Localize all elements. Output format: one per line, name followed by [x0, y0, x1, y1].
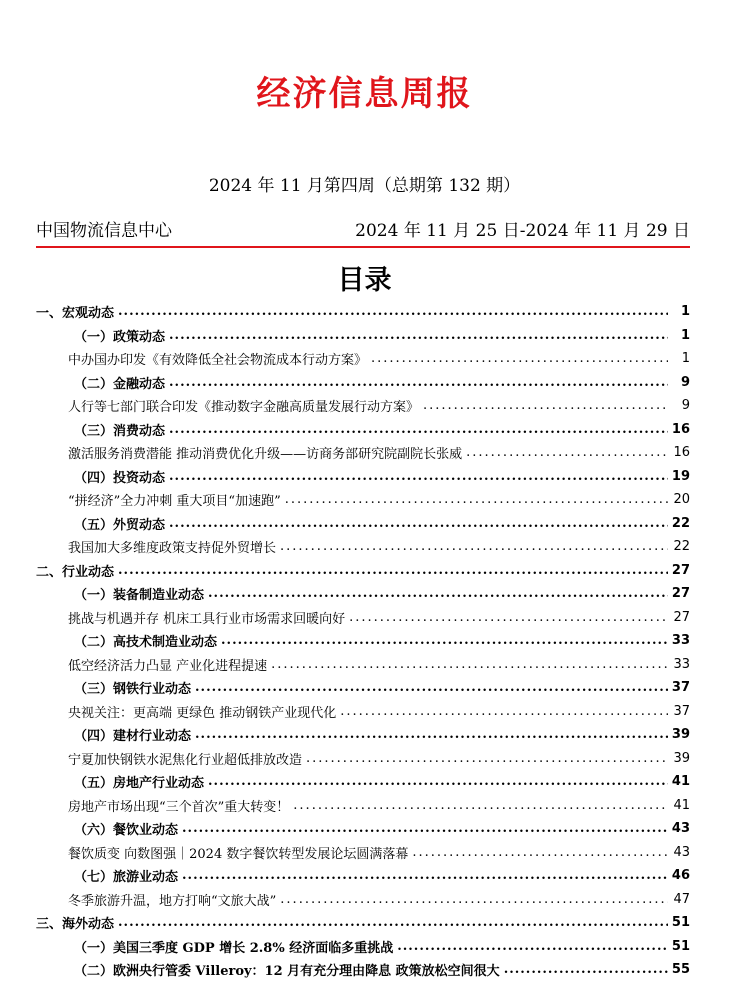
publisher: 中国物流信息中心: [36, 221, 172, 241]
leader-dots: [280, 539, 668, 554]
date-range: 2024 年 11 月 25 日-2024 年 11 月 29 日: [355, 221, 690, 241]
toc-article[interactable]: [36, 700, 690, 724]
toc-entry-title: 房地产市场出现“三个首次”重大转变！: [68, 799, 290, 815]
toc-subsection[interactable]: [36, 864, 690, 888]
toc-article[interactable]: [36, 653, 690, 677]
leader-dots: [371, 351, 668, 366]
toc-page-number: 41: [671, 774, 690, 790]
toc-section[interactable]: [36, 300, 690, 324]
leader-dots: [423, 398, 668, 413]
leader-dots: [349, 610, 668, 625]
toc-page-number: 43: [673, 844, 690, 860]
toc-entry-title: （一）装备制造业动态: [74, 588, 205, 604]
issue-line: 2024 年 11 月第四周（总期第 132 期）: [208, 176, 521, 196]
toc-page-number: 19: [671, 468, 690, 484]
toc-page-number: 47: [673, 891, 690, 907]
toc-entry-title: （七）旅游业动态: [74, 870, 179, 886]
toc-subsection[interactable]: [36, 418, 690, 442]
toc-page-number: 9: [681, 398, 690, 414]
toc-entry-title: （四）投资动态: [74, 470, 166, 486]
toc-page-number: 22: [673, 539, 690, 555]
toc-entry-title: （六）餐饮业动态: [74, 823, 179, 839]
toc-page-number: 16: [673, 445, 690, 461]
toc-page-number: 39: [673, 750, 690, 766]
toc-page-number: 1: [681, 351, 690, 367]
toc-subsection[interactable]: [36, 817, 690, 841]
leader-dots: [397, 939, 668, 954]
leader-dots: [466, 445, 668, 460]
meta-row: [36, 216, 690, 242]
report-title: 经济信息周报: [256, 74, 473, 114]
toc-article[interactable]: [36, 394, 690, 418]
leader-dots: [280, 892, 668, 907]
table-of-contents: [36, 300, 690, 982]
toc-entry-title: （一）政策动态: [74, 329, 166, 345]
toc-section[interactable]: [36, 911, 690, 935]
toc-article[interactable]: [36, 747, 690, 771]
toc-article[interactable]: [36, 606, 690, 630]
toc-subsection[interactable]: [36, 582, 690, 606]
toc-page-number: 37: [671, 680, 690, 696]
toc-heading: 目录: [337, 265, 392, 296]
leader-dots: [412, 845, 668, 860]
toc-entry-title: （二）欧洲央行管委 Villeroy：12 月有充分理由降息 政策放松空间很大: [74, 964, 500, 980]
toc-page-number: 51: [671, 938, 690, 954]
toc-entry-title: 挑战与机遇并存 机床工具行业市场需求回暖向好: [68, 611, 346, 627]
toc-subsection[interactable]: [36, 935, 690, 959]
leader-dots: [118, 304, 668, 319]
toc-page-number: 41: [673, 797, 690, 813]
toc-entry-title: 餐饮质变 向数图强｜2024 数字餐饮转型发展论坛圆满落幕: [68, 846, 409, 862]
toc-entry-title: 中办国办印发《有效降低全社会物流成本行动方案》: [68, 353, 368, 369]
toc-subsection[interactable]: [36, 629, 690, 653]
toc-entry-title: （二）高技术制造业动态: [74, 635, 218, 651]
toc-entry-title: （三）消费动态: [74, 423, 166, 439]
toc-entry-title: 我国加大多维度政策支持促外贸增长: [68, 541, 277, 557]
toc-entry-title: （一）美国三季度 GDP 增长 2.8% 经济面临多重挑战: [74, 940, 394, 956]
toc-page-number: 43: [671, 821, 690, 837]
toc-entry-title: “拼经济”全力冲刺 重大项目“加速跑”: [68, 494, 281, 510]
leader-dots: [182, 821, 668, 836]
toc-entry-title: （五）外贸动态: [74, 517, 166, 533]
toc-page-number: 39: [671, 727, 690, 743]
leader-dots: [169, 422, 668, 437]
toc-entry-title: （四）建材行业动态: [74, 729, 192, 745]
leader-dots: [195, 727, 668, 742]
toc-page-number: 27: [671, 586, 690, 602]
leader-dots: [306, 751, 668, 766]
leader-dots: [293, 798, 668, 813]
toc-page-number: 20: [673, 492, 690, 508]
toc-subsection[interactable]: [36, 770, 690, 794]
toc-subsection[interactable]: [36, 324, 690, 348]
toc-page-number: 16: [671, 421, 690, 437]
toc-entry-title: 二、行业动态: [36, 564, 115, 580]
toc-entry-title: 央视关注：更高端 更绿色 推动钢铁产业现代化: [68, 705, 337, 721]
toc-subsection[interactable]: [36, 676, 690, 700]
leader-dots: [118, 915, 668, 930]
toc-entry-title: 低空经济活力凸显 产业化进程提速: [68, 658, 268, 674]
toc-entry-title: 一、宏观动态: [36, 306, 115, 322]
toc-entry-title: （三）钢铁行业动态: [74, 682, 192, 698]
toc-article[interactable]: [36, 535, 690, 559]
toc-page-number: 51: [671, 915, 690, 931]
leader-dots: [169, 469, 668, 484]
leader-dots: [169, 516, 668, 531]
leader-dots: [271, 657, 668, 672]
toc-article[interactable]: [36, 841, 690, 865]
toc-subsection[interactable]: [36, 371, 690, 395]
toc-entry-title: 三、海外动态: [36, 917, 115, 933]
leader-dots: [195, 680, 668, 695]
toc-page-number: 27: [673, 609, 690, 625]
leader-dots: [169, 375, 668, 390]
leader-dots: [208, 586, 668, 601]
toc-entry-title: 激活服务消费潜能 推动消费优化升级——访商务部研究院副院长张威: [68, 447, 463, 463]
leader-dots: [285, 492, 668, 507]
toc-entry-title: （二）金融动态: [74, 376, 166, 392]
toc-page-number: 1: [680, 304, 690, 320]
leader-dots: [504, 962, 668, 977]
toc-article[interactable]: [36, 488, 690, 512]
leader-dots: [208, 774, 668, 789]
toc-section[interactable]: [36, 559, 690, 583]
toc-subsection[interactable]: [36, 512, 690, 536]
toc-page-number: 9: [680, 374, 690, 390]
leader-dots: [169, 328, 668, 343]
toc-entry-title: 宁夏加快钢铁水泥焦化行业超低排放改造: [68, 752, 303, 768]
leader-dots: [118, 563, 668, 578]
toc-entry-title: （五）房地产行业动态: [74, 776, 205, 792]
leader-dots: [340, 704, 668, 719]
leader-dots: [221, 633, 668, 648]
toc-subsection[interactable]: [36, 465, 690, 489]
toc-subsection[interactable]: [36, 958, 690, 982]
toc-page-number: 46: [671, 868, 690, 884]
toc-page-number: 27: [671, 562, 690, 578]
toc-page-number: 37: [673, 703, 690, 719]
toc-entry-title: 人行等七部门联合印发《推动数字金融高质量发展行动方案》: [68, 400, 420, 416]
toc-page-number: 22: [671, 515, 690, 531]
toc-page-number: 1: [680, 327, 690, 343]
toc-entry-title: 冬季旅游升温，地方打响“文旅大战”: [68, 893, 277, 909]
toc-page-number: 33: [671, 633, 690, 649]
toc-article[interactable]: [36, 441, 690, 465]
header-divider: [36, 246, 690, 248]
toc-article[interactable]: [36, 794, 690, 818]
toc-article[interactable]: [36, 347, 690, 371]
toc-article[interactable]: [36, 888, 690, 912]
leader-dots: [182, 868, 668, 883]
toc-page-number: 33: [673, 656, 690, 672]
toc-page-number: 55: [671, 962, 690, 978]
toc-subsection[interactable]: [36, 723, 690, 747]
